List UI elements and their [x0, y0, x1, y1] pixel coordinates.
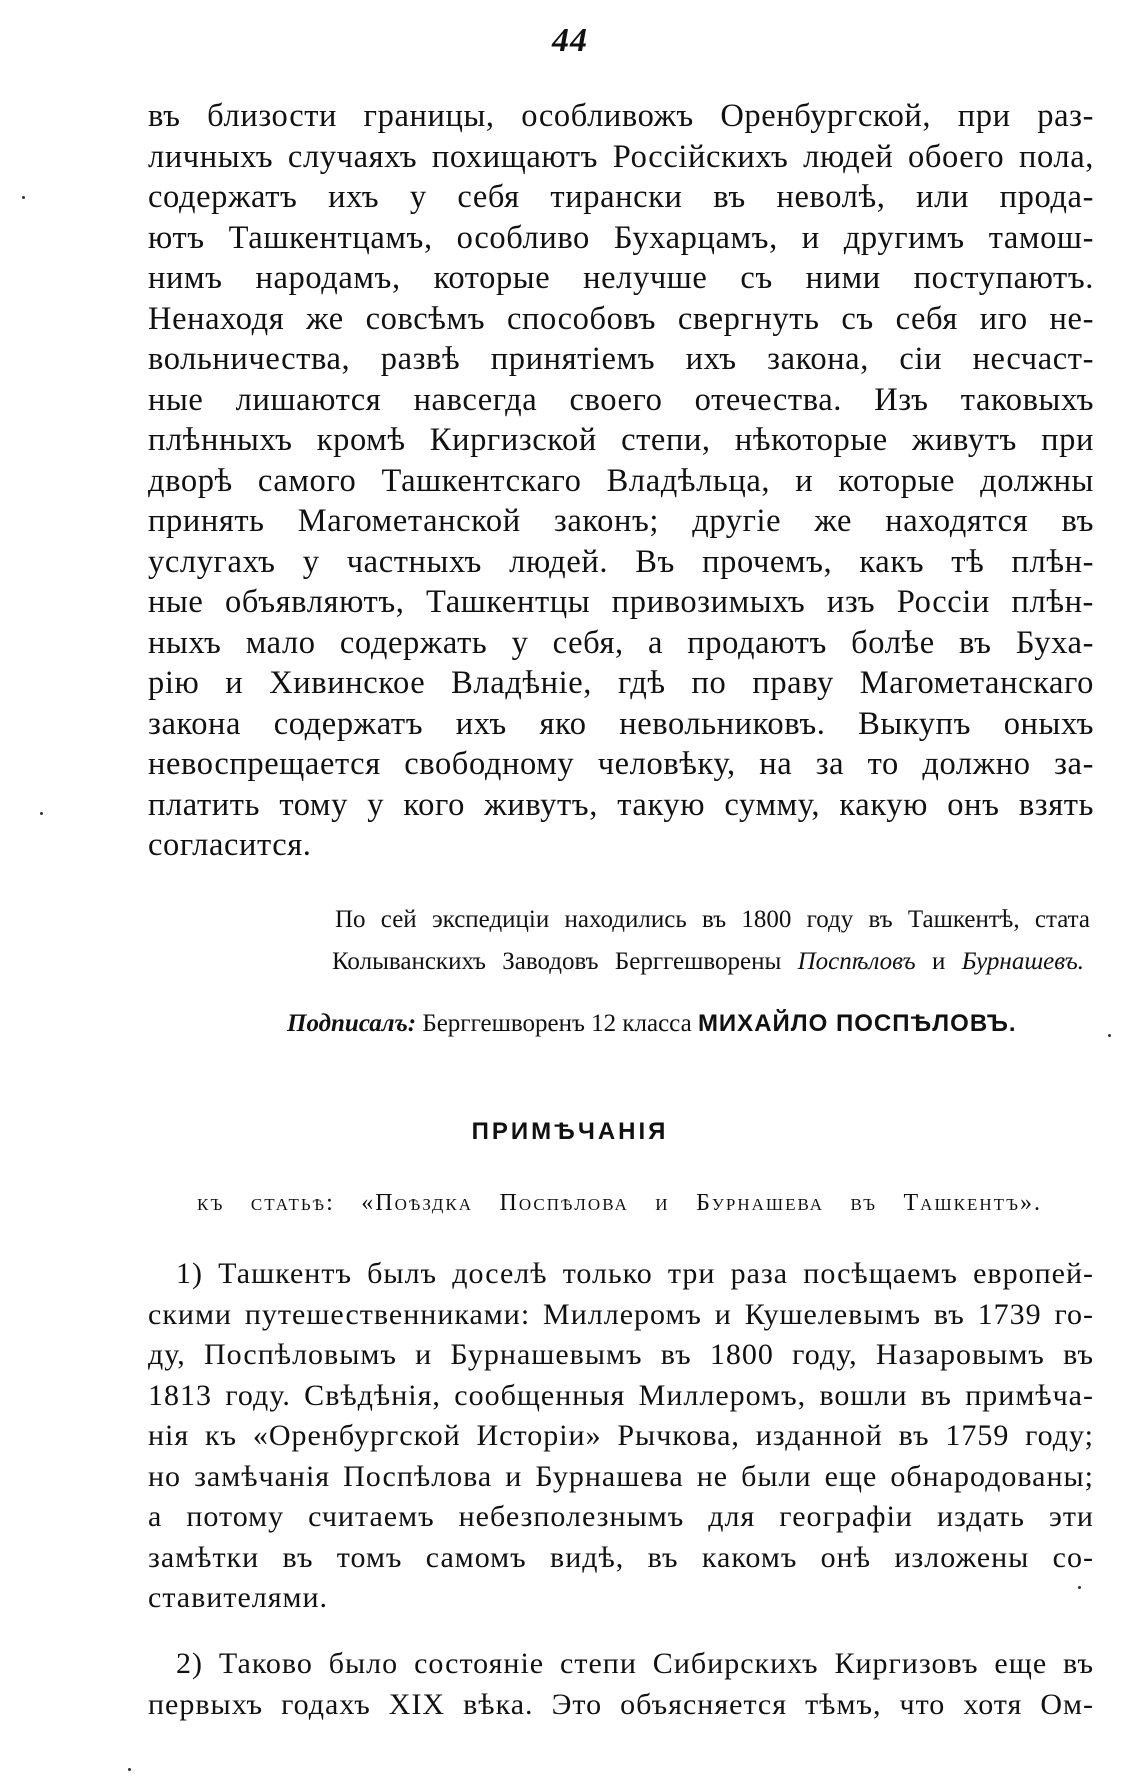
text-line: содержатъ ихъ у себя тирански въ неволѣ, или прода- [148, 179, 1094, 215]
note-2 [148, 1644, 1094, 1725]
signature-line [287, 1010, 1017, 1038]
signed-rank: Берггешворенъ 12 класса [422, 1010, 692, 1037]
note-line: скими путешественниками: Миллеромъ и Кушелевымъ въ 1739 го- [148, 1297, 1094, 1331]
member-name-1: Поспѣловъ [797, 948, 916, 975]
note-line: но замѣчанія Поспѣлова и Бурнашева не были еще обнародованы; [148, 1459, 1094, 1493]
text-line: платить тому у кого живутъ, такую сумму, какую онъ взять [148, 786, 1094, 823]
text-line: согласится. [148, 827, 312, 863]
text-line: ютъ Ташкентцамъ, особливо Бухарцамъ, и другимъ тамош- [148, 219, 1094, 256]
scan-speck [128, 1768, 131, 1771]
note-line: нія къ «Оренбургской Исторіи» Рычкова, изданной въ 1759 году; [148, 1419, 1094, 1452]
conjunction: и [931, 948, 946, 975]
note-1 [148, 1254, 1094, 1619]
text-line: рію и Хивинское Владѣніе, гдѣ по праву Магометанскаго [148, 665, 1094, 701]
text-line: ныхъ мало содержать у себя, а продаютъ болѣе въ Буха- [148, 624, 1094, 661]
text-line: услугахъ у частныхъ людей. Въ прочемъ, какъ тѣ плѣн- [148, 543, 1094, 580]
text-line: въ близости границы, особливожъ Оренбургской, при раз- [148, 98, 1094, 134]
text-line: дворѣ самого Ташкентскаго Владѣльца, и которые должны [148, 462, 1094, 499]
note-line: а потому считаемъ небезполезнымъ для географіи издать эти [148, 1500, 1094, 1533]
note-line: 1) Ташкентъ былъ доселѣ только три раза посѣщаемъ европей- [176, 1257, 1094, 1290]
text-line: принять Магометанской законъ; другіе же находятся въ [148, 503, 1094, 539]
scan-speck [1078, 1586, 1081, 1589]
notes-subtitle: къ статьѣ: «Поѣздка Поспѣлова и Бурнашева въ Ташкентъ». [197, 1190, 1042, 1216]
text-line: ные объявляютъ, Ташкентцы привозимыхъ изъ Россіи плѣн- [148, 584, 1094, 620]
text-line: закона содержатъ ихъ яко невольниковъ. Выкупъ оныхъ [148, 705, 1094, 742]
note-line: ду, Поспѣловымъ и Бурнашевымъ въ 1800 году, Назаровымъ въ [148, 1338, 1094, 1371]
signed-name: МИХАЙЛО ПОСПѢЛОВЪ. [697, 1010, 1017, 1037]
expedition-line-2-text: Колыванскихъ Заводовъ Берггешворены [332, 948, 782, 975]
note-line: 1813 году. Свѣдѣнія, сообщенныя Миллеромъ, вошли въ примѣча- [148, 1378, 1094, 1412]
text-line: вольничества, развѣ принятіемъ ихъ закона, сіи несчаст- [148, 341, 1094, 377]
text-line: плѣнныхъ кромѣ Киргизской степи, нѣкоторые живутъ при [148, 422, 1094, 458]
text-line: невоспрещается свободному человѣку, на за то должно за- [148, 746, 1094, 782]
expedition-line-1: По сей экспедиціи находились въ 1800 году въ Ташкентѣ, стата [335, 906, 1090, 933]
notes-title: ПРИМѢЧАНІЯ [471, 1118, 669, 1145]
note-line: 2) Таково было состояніе степи Сибирскихъ Киргизовъ еще въ [176, 1647, 1094, 1680]
scan-speck [40, 812, 43, 815]
note-line: первыхъ годахъ XIX вѣка. Это объясняется тѣмъ, что хотя Ом- [148, 1687, 1094, 1721]
text-line: нимъ народамъ, которые нелучше съ ними поступаютъ. [148, 260, 1094, 296]
main-text-block [148, 96, 1094, 866]
text-line: ные лишаются навсегда своего отечества. Изъ таковыхъ [148, 381, 1094, 418]
signed-role: Подписалъ: [287, 1010, 417, 1037]
text-line: Ненаходя же совсѣмъ способовъ свергнуть съ себя иго не- [148, 300, 1094, 337]
member-name-2: Бурнашевъ. [961, 948, 1085, 975]
page-number: 44 [552, 22, 588, 59]
scan-speck [1108, 1034, 1111, 1037]
text-line: личныхъ случаяхъ похищаютъ Россійскихъ людей обоего пола, [148, 138, 1094, 175]
expedition-line-2 [332, 948, 1084, 976]
note-line: замѣтки въ томъ самомъ видѣ, въ какомъ онѣ изложены со- [148, 1540, 1094, 1574]
scan-speck [22, 196, 25, 199]
note-line: ставителями. [148, 1581, 329, 1614]
